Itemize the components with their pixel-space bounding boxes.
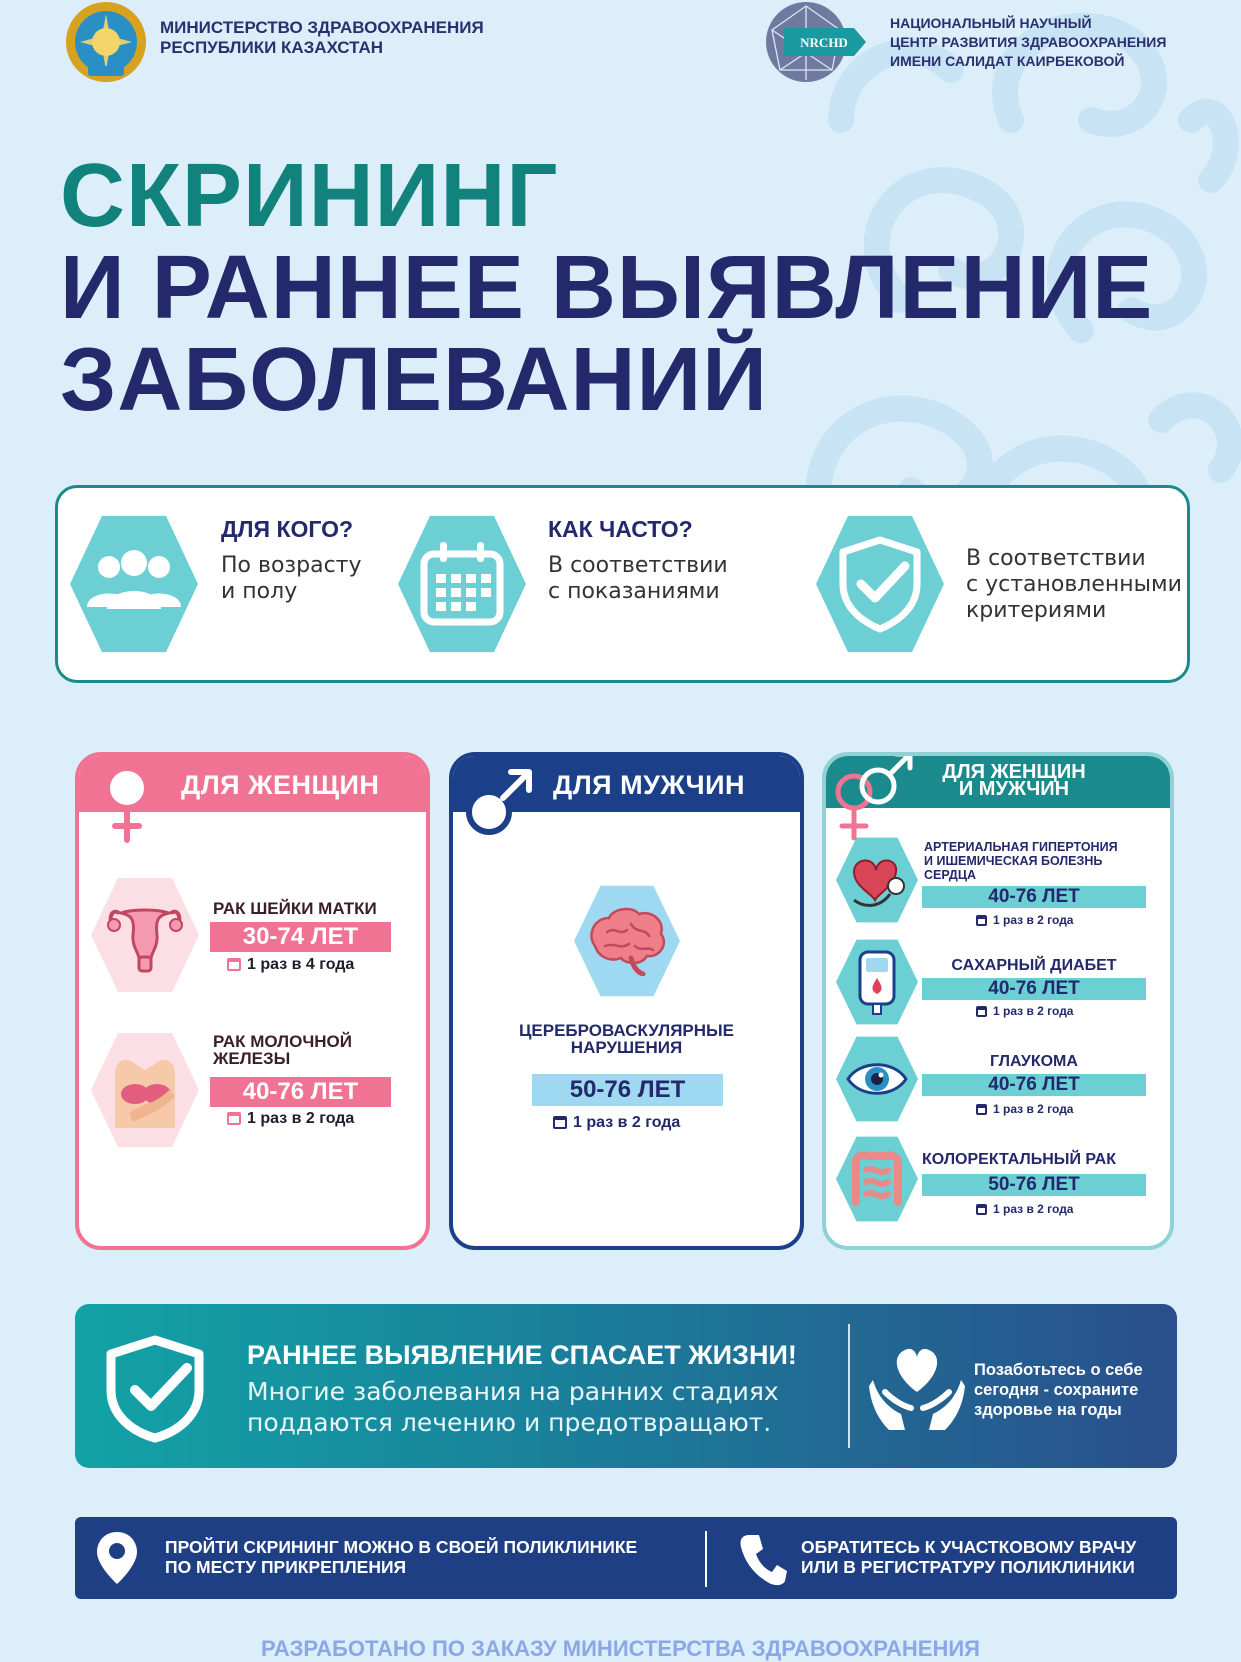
both-item3-freq-text: 1 раз в 2 года [993, 1102, 1074, 1116]
women-item1-freq-text: 1 раз в 4 года [247, 956, 355, 973]
footer-bar [75, 1517, 1177, 1599]
both-item4-freq [976, 1202, 1073, 1216]
heart-monitor-icon [844, 850, 910, 910]
brain-hex [574, 881, 680, 1001]
title-line3: ЗАБОЛЕВАНИЙ [60, 330, 768, 430]
women-item1-freq [227, 956, 354, 974]
both-item3-label: ГЛАУКОМА [990, 1053, 1078, 1070]
female-symbol-icon [99, 762, 155, 844]
men-freq [553, 1114, 680, 1132]
developed-by-text: РАЗРАБОТАНО ПО ЗАКАЗУ МИНИСТЕРСТВА ЗДРАВООХРАНЕНИЯ [261, 1636, 980, 1661]
small-calendar-icon [227, 1112, 241, 1125]
brain-icon [585, 906, 669, 976]
criteria-line3: критериями [966, 598, 1107, 623]
intestine-hex [836, 1133, 918, 1225]
both-item1-label-line2: И ИШЕМИЧЕСКАЯ БОЛЕЗНЬ [924, 854, 1103, 868]
both-panel [822, 752, 1174, 1250]
kz-emblem-icon [62, 0, 150, 84]
how-line2: с показаниями [548, 579, 720, 604]
who-line1: По возрасту [221, 553, 362, 578]
ministry-name-line1: МИНИСТЕРСТВО ЗДРАВООХРАНЕНИЯ [160, 18, 484, 37]
banner-side-line1: Позаботьтесь о себе [974, 1361, 1143, 1379]
footer-left-line2: ПО МЕСТУ ПРИКРЕПЛЕНИЯ [165, 1557, 407, 1577]
shield-hex [816, 510, 944, 658]
uterus-icon [105, 895, 185, 975]
center-name-line3: ИМЕНИ САЛИДАТ КАИРБЕКОВОЙ [890, 53, 1125, 69]
footer-right-line1: ОБРАТИТЕСЬ К УЧАСТКОВОМУ ВРАЧУ [801, 1537, 1137, 1557]
uterus-hex [91, 873, 199, 997]
heart-hands-icon [865, 1334, 969, 1438]
title-line1: СКРИНИНГ [60, 146, 559, 246]
men-panel [449, 752, 804, 1250]
women-item1-age: 30-74 ЛЕТ [210, 922, 391, 952]
who-line2: и полу [221, 579, 298, 604]
criteria-line2: с установленными [966, 572, 1182, 597]
shield-check-icon [835, 534, 925, 634]
nrchd-globe-icon [762, 0, 874, 86]
women-item1-label: РАК ШЕЙКИ МАТКИ [213, 899, 377, 918]
both-title [914, 761, 1114, 800]
both-item4-age: 50-76 ЛЕТ [922, 1174, 1146, 1196]
banner-headline: РАННЕЕ ВЫЯВЛЕНИЕ СПАСАЕТ ЖИЗНИ! [247, 1340, 797, 1370]
men-freq-text: 1 раз в 2 года [573, 1114, 681, 1131]
early-detection-banner [75, 1304, 1177, 1468]
women-item2-freq [227, 1110, 354, 1128]
small-calendar-icon [976, 1006, 987, 1017]
both-item1-label-line3: СЕРДЦА [924, 868, 976, 882]
banner-side-line3: здоровье на годы [974, 1401, 1122, 1419]
center-name-line1: НАЦИОНАЛЬНЫЙ НАУЧНЫЙ [890, 15, 1092, 31]
calendar-icon [416, 538, 508, 630]
footer-divider [705, 1531, 707, 1587]
women-item2-age: 40-76 ЛЕТ [210, 1077, 391, 1107]
both-item3-freq [976, 1102, 1073, 1116]
glucose-hex [836, 936, 918, 1028]
location-pin-icon [95, 1530, 139, 1586]
small-calendar-icon [976, 915, 987, 926]
both-item2-freq-text: 1 раз в 2 года [993, 1004, 1074, 1018]
both-item1-label-line1: АРТЕРИАЛЬНАЯ ГИПЕРТОНИЯ [924, 840, 1118, 854]
both-item2-age: 40-76 ЛЕТ [922, 978, 1146, 1000]
men-label-line2: НАРУШЕНИЯ [570, 1038, 683, 1057]
eye-icon [844, 1054, 910, 1104]
small-calendar-icon [976, 1204, 987, 1215]
footer-left-line1: ПРОЙТИ СКРИНИНГ МОЖНО В СВОЕЙ ПОЛИКЛИНИКЕ [165, 1537, 638, 1557]
phone-icon [739, 1531, 789, 1587]
small-calendar-icon [976, 1104, 987, 1115]
center-name-line2: ЦЕНТР РАЗВИТИЯ ЗДРАВООХРАНЕНИЯ [890, 34, 1167, 50]
both-title-line2: И МУЖЧИН [958, 778, 1070, 800]
banner-divider [848, 1324, 850, 1448]
banner-side-line2: сегодня - сохраните [974, 1381, 1139, 1399]
both-title-line1: ДЛЯ ЖЕНЩИН [942, 761, 1086, 783]
male-symbol-icon [461, 762, 541, 842]
eye-hex [836, 1033, 918, 1125]
breast-hex [91, 1028, 199, 1152]
ministry-header [62, 0, 522, 85]
breast-icon [105, 1050, 185, 1130]
both-item4-freq-text: 1 раз в 2 года [993, 1202, 1074, 1216]
ministry-name-line2: РЕСПУБЛИКИ КАЗАХСТАН [160, 38, 384, 57]
people-hex [70, 510, 198, 658]
banner-line2: поддаются лечению и предотвращают. [247, 1408, 772, 1437]
both-item4-label: КОЛОРЕКТАЛЬНЫЙ РАК [922, 1151, 1116, 1168]
women-title: ДЛЯ ЖЕНЩИН [181, 770, 380, 800]
small-calendar-icon [553, 1116, 567, 1129]
female-male-symbol-icon [828, 756, 920, 846]
who-title: ДЛЯ КОГО? [221, 516, 354, 542]
banner-line1: Многие заболевания на ранних стадиях [247, 1377, 779, 1406]
intestine-icon [846, 1148, 908, 1210]
men-label [453, 1022, 800, 1056]
both-item1-label [924, 840, 1118, 882]
women-item2-label-line1: РАК МОЛОЧНОЙ [213, 1032, 352, 1051]
how-line1: В соответствии [548, 553, 728, 578]
title-line2: И РАННЕЕ ВЫЯВЛЕНИЕ [60, 238, 1154, 338]
nrchd-header [762, 0, 1182, 85]
small-calendar-icon [227, 958, 241, 971]
both-item1-freq [976, 913, 1073, 927]
both-item1-freq-text: 1 раз в 2 года [993, 913, 1074, 927]
criteria-line1: В соответствии [966, 546, 1146, 571]
nrchd-logo-text: NRCHD [800, 35, 848, 50]
shield-check-icon [99, 1332, 211, 1444]
footer-right-line2: ИЛИ В РЕГИСТРАТУРУ ПОЛИКЛИНИКИ [801, 1557, 1135, 1577]
both-item3-age: 40-76 ЛЕТ [922, 1074, 1146, 1096]
both-item2-label: САХАРНЫЙ ДИАБЕТ [951, 957, 1117, 974]
women-item2-label-line2: ЖЕЛЕЗЫ [213, 1049, 291, 1068]
women-item2-freq-text: 1 раз в 2 года [247, 1110, 355, 1127]
blood-glucose-icon [852, 948, 902, 1016]
women-panel [75, 752, 430, 1250]
men-age: 50-76 ЛЕТ [532, 1074, 723, 1106]
both-item1-age: 40-76 ЛЕТ [922, 886, 1146, 908]
people-group-icon [79, 549, 189, 619]
men-label-line1: ЦЕРЕБРОВАСКУЛЯРНЫЕ [518, 1021, 735, 1040]
men-title: ДЛЯ МУЖЧИН [553, 770, 745, 800]
women-item2-label [213, 1033, 352, 1067]
info-card [55, 485, 1190, 683]
both-item2-freq [976, 1004, 1073, 1018]
heart-hex [836, 834, 918, 926]
how-title: КАК ЧАСТО? [548, 516, 693, 542]
